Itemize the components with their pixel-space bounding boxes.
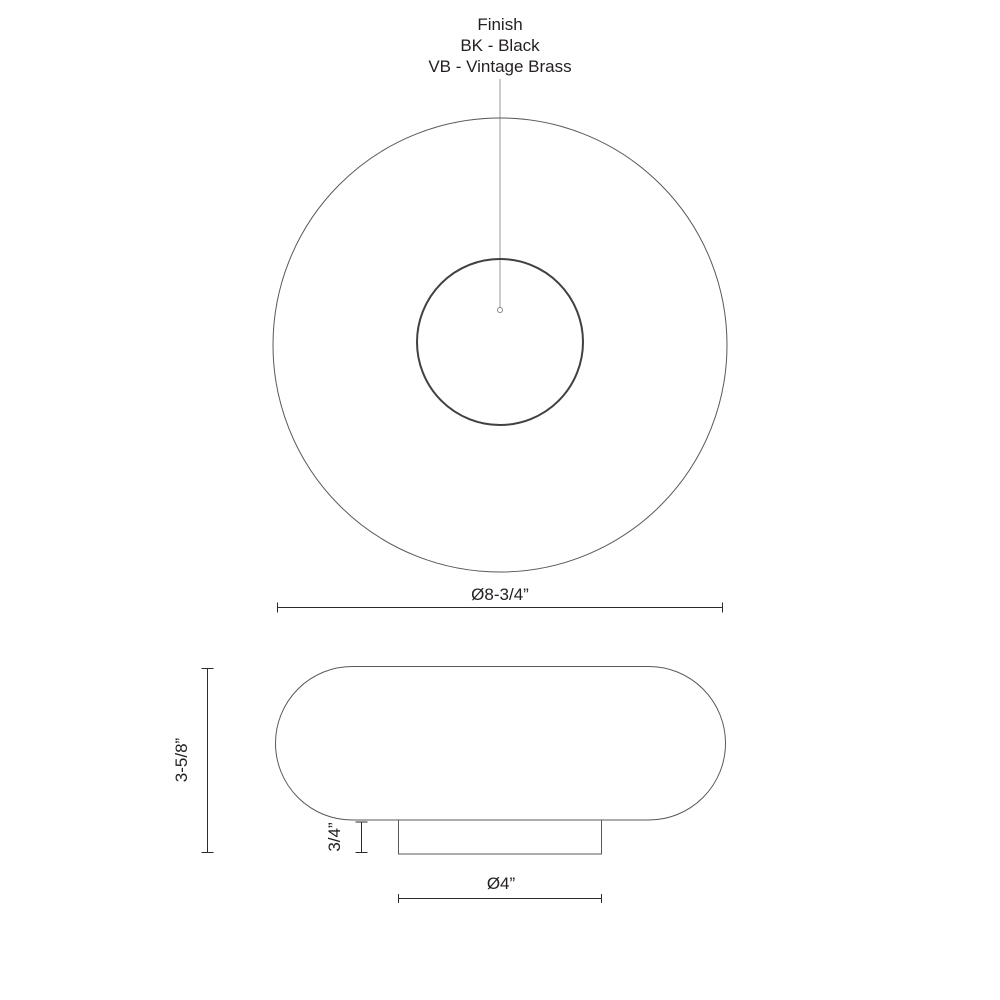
dim-overall-height	[172, 669, 214, 853]
dim-overall-height-label: 3-5/8”	[172, 737, 191, 783]
dim-base-diameter	[399, 874, 602, 903]
dim-shade-diameter	[278, 585, 723, 613]
dim-base-height	[325, 822, 368, 853]
side-view-body	[276, 667, 726, 821]
finish-option-black: BK - Black	[460, 36, 540, 55]
dim-base-height-label: 3/4”	[325, 822, 344, 852]
dim-base-diameter-label: Ø4”	[486, 874, 516, 893]
finish-option-vintage-brass: VB - Vintage Brass	[428, 57, 572, 76]
finish-leader-dot	[498, 308, 503, 313]
finish-callout	[428, 15, 571, 313]
dim-shade-diameter-label: Ø8-3/4”	[471, 585, 529, 604]
finish-callout-title: Finish	[477, 15, 523, 34]
side-view-base	[399, 820, 602, 854]
